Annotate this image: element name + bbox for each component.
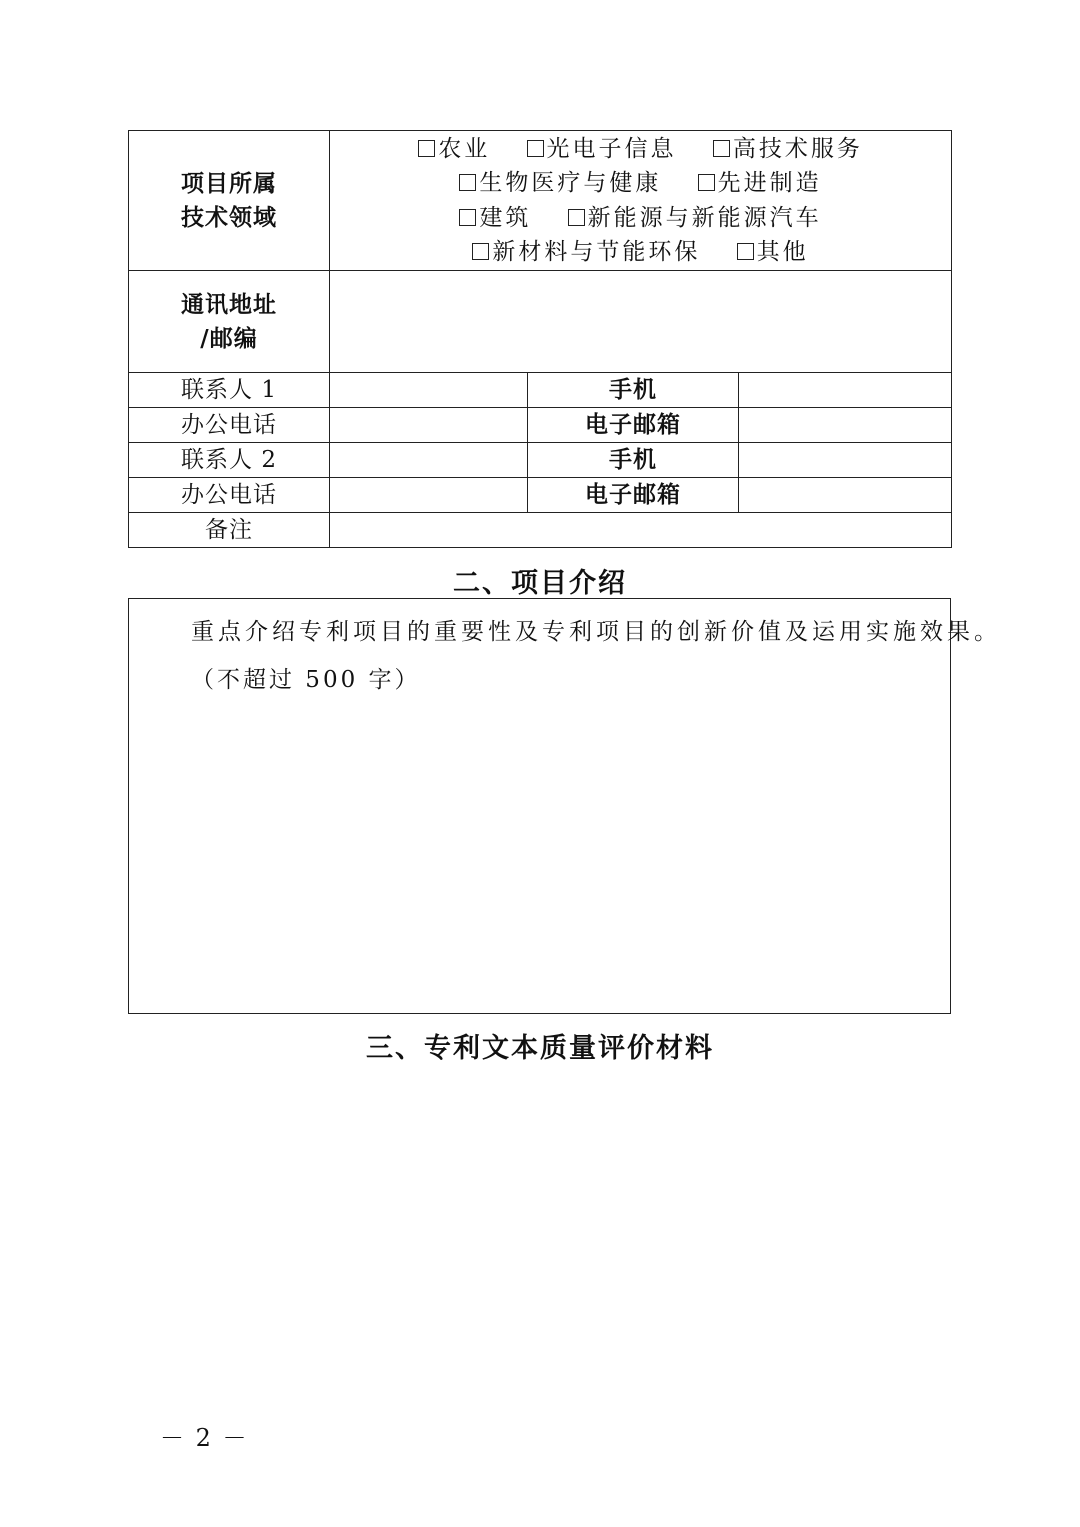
office-phone-row-1 [129, 408, 952, 443]
mobile-input-cell-1[interactable] [739, 373, 952, 408]
option-advanced-manufacturing[interactable]: 先进制造 [698, 166, 822, 201]
section2-title: 二、项目介绍 [453, 568, 627, 599]
tech-field-row [129, 131, 952, 271]
remarks-input-cell[interactable] [330, 513, 952, 548]
page-number: － 2 － [160, 1424, 249, 1452]
application-form-table [128, 130, 952, 548]
tech-field-label-line1: 项目所属 [181, 169, 277, 197]
remarks-row [129, 513, 952, 548]
option-other[interactable]: 其他 [737, 235, 809, 270]
mobile-input-cell-2[interactable] [739, 443, 952, 478]
tech-field-label-cell [129, 131, 330, 271]
option-new-energy-vehicles[interactable]: 新能源与新能源汽车 [568, 201, 822, 236]
options-line-4 [330, 235, 951, 270]
office-phone-label-1: 办公电话 [129, 408, 330, 443]
contact1-input-cell[interactable] [330, 373, 528, 408]
address-row [129, 271, 952, 373]
option-high-tech-services[interactable]: 高技术服务 [713, 132, 863, 167]
options-line-2 [330, 166, 951, 201]
checkbox-icon[interactable] [713, 140, 730, 157]
email-label-1: 电子邮箱 [528, 408, 739, 443]
intro-instruction: 重点介绍专利项目的重要性及专利项目的创新价值及运用实施效果。 [191, 619, 1001, 645]
options-line-3 [330, 201, 951, 236]
options-line-1 [330, 132, 951, 167]
checkbox-icon[interactable] [568, 209, 585, 226]
office-phone-row-2 [129, 478, 952, 513]
section3-title: 三、专利文本质量评价材料 [366, 1033, 714, 1064]
address-label-line1: 通讯地址 [181, 290, 277, 318]
checkbox-icon[interactable] [459, 174, 476, 191]
remarks-label: 备注 [129, 513, 330, 548]
address-label-cell [129, 271, 330, 373]
option-new-materials[interactable]: 新材料与节能环保 [472, 235, 700, 270]
option-agriculture[interactable]: 农业 [418, 132, 490, 167]
contact1-label: 联系人 1 [129, 373, 330, 408]
office-phone-input-cell-2[interactable] [330, 478, 528, 513]
email-label-2: 电子邮箱 [528, 478, 739, 513]
intro-word-limit: （不超过 500 字） [191, 667, 421, 693]
email-input-cell-2[interactable] [739, 478, 952, 513]
contact2-row [129, 443, 952, 478]
option-biomedical-health[interactable]: 生物医疗与健康 [459, 166, 661, 201]
office-phone-label-2: 办公电话 [129, 478, 330, 513]
tech-field-label-line2: 技术领域 [181, 203, 277, 231]
address-input-cell[interactable] [330, 271, 952, 373]
checkbox-icon[interactable] [459, 209, 476, 226]
contact1-row [129, 373, 952, 408]
checkbox-icon[interactable] [418, 140, 435, 157]
checkbox-icon[interactable] [737, 243, 754, 260]
option-optoelectronics[interactable]: 光电子信息 [527, 132, 677, 167]
checkbox-icon[interactable] [472, 243, 489, 260]
tech-field-options-cell [330, 131, 952, 271]
address-label-line2: /邮编 [200, 324, 258, 352]
checkbox-icon[interactable] [527, 140, 544, 157]
project-intro-box[interactable] [128, 598, 1001, 1014]
option-construction[interactable]: 建筑 [459, 201, 531, 236]
office-phone-input-cell-1[interactable] [330, 408, 528, 443]
checkbox-icon[interactable] [698, 174, 715, 191]
email-input-cell-1[interactable] [739, 408, 952, 443]
contact2-input-cell[interactable] [330, 443, 528, 478]
mobile-label-2: 手机 [528, 443, 739, 478]
mobile-label-1: 手机 [528, 373, 739, 408]
contact2-label: 联系人 2 [129, 443, 330, 478]
